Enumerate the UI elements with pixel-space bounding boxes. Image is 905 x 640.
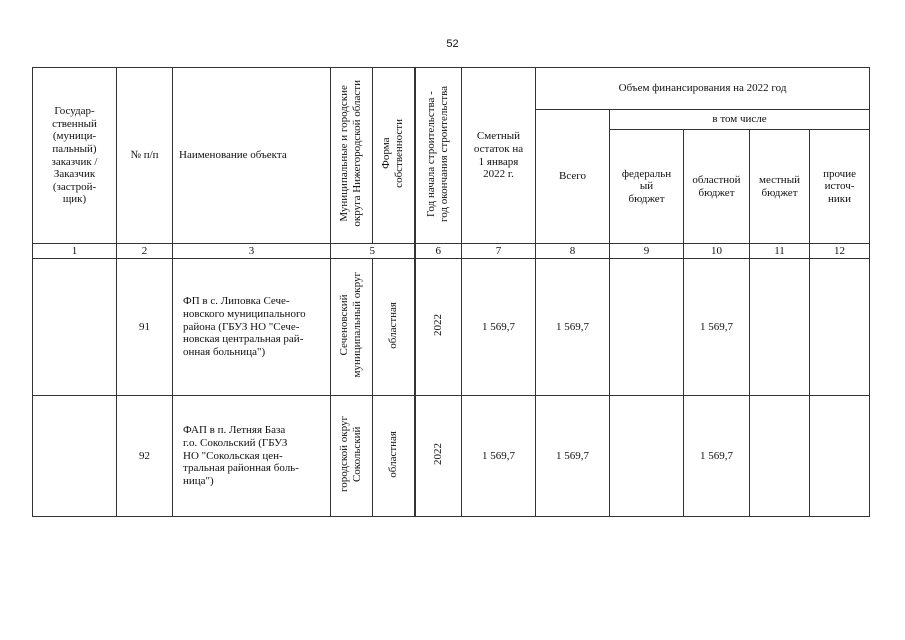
column-number: 6 (415, 244, 462, 259)
header-other: прочие источ- ники (810, 130, 870, 244)
header-customer: Государ- ственный (муници- пальный) заказчик / Заказчик (застрой- щик) (33, 68, 117, 244)
cell-balance: 1 569,7 (462, 259, 536, 396)
column-number: 5 (331, 244, 415, 259)
header-balance: Сметный остаток на 1 января 2022 г. (462, 68, 536, 244)
column-number: 7 (462, 244, 536, 259)
cell-ownership: областная (373, 396, 415, 517)
cell-number: 91 (117, 259, 173, 396)
column-number: 9 (610, 244, 684, 259)
cell-other (810, 396, 870, 517)
header-federal: федеральн ый бюджет (610, 130, 684, 244)
cell-number: 92 (117, 396, 173, 517)
column-number: 12 (810, 244, 870, 259)
cell-balance: 1 569,7 (462, 396, 536, 517)
column-number: 2 (117, 244, 173, 259)
cell-other (810, 259, 870, 396)
column-number: 1 (33, 244, 117, 259)
cell-regional: 1 569,7 (684, 396, 750, 517)
cell-ownership: областная (373, 259, 415, 396)
header-including: в том числе (610, 110, 870, 130)
table-row (33, 259, 870, 396)
cell-customer (33, 259, 117, 396)
cell-local (750, 259, 810, 396)
header-object-name: Наименование объекта (173, 68, 331, 244)
cell-total: 1 569,7 (536, 259, 610, 396)
header-local: местный бюджет (750, 130, 810, 244)
cell-local (750, 396, 810, 517)
header-funding: Объем финансирования на 2022 год (536, 68, 870, 110)
cell-regional: 1 569,7 (684, 259, 750, 396)
column-number: 3 (173, 244, 331, 259)
cell-customer (33, 396, 117, 517)
cell-years: 2022 (415, 396, 462, 517)
column-number: 8 (536, 244, 610, 259)
table-row (33, 396, 870, 517)
header-years: Год начала строительства - год окончания строительства (415, 68, 462, 244)
header-municipality: Муниципальные и городские округа Нижегородской области (331, 68, 373, 244)
cell-object-name: ФАП в п. Летняя База г.о. Сокольский (ГБУЗ НО "Сокольская цен- тральная районная боль- ница") (173, 396, 331, 517)
cell-municipality: Сеченовский муниципальный округ (331, 259, 373, 396)
page-number: 52 (446, 38, 459, 50)
cell-object-name: ФП в с. Липовка Сече- новского муниципального района (ГБУЗ НО "Сече- новская центральная рай- онная больница") (173, 259, 331, 396)
column-number: 10 (684, 244, 750, 259)
financing-table (32, 67, 870, 517)
cell-federal (610, 396, 684, 517)
header-number: № п/п (117, 68, 173, 244)
column-number: 11 (750, 244, 810, 259)
cell-total: 1 569,7 (536, 396, 610, 517)
cell-municipality: городской округ Сокольский (331, 396, 373, 517)
header-ownership: Форма собственности (373, 68, 415, 244)
column-number-row (33, 244, 870, 259)
header-regional: областной бюджет (684, 130, 750, 244)
cell-federal (610, 259, 684, 396)
header-total: Всего (536, 110, 610, 244)
cell-years: 2022 (415, 259, 462, 396)
